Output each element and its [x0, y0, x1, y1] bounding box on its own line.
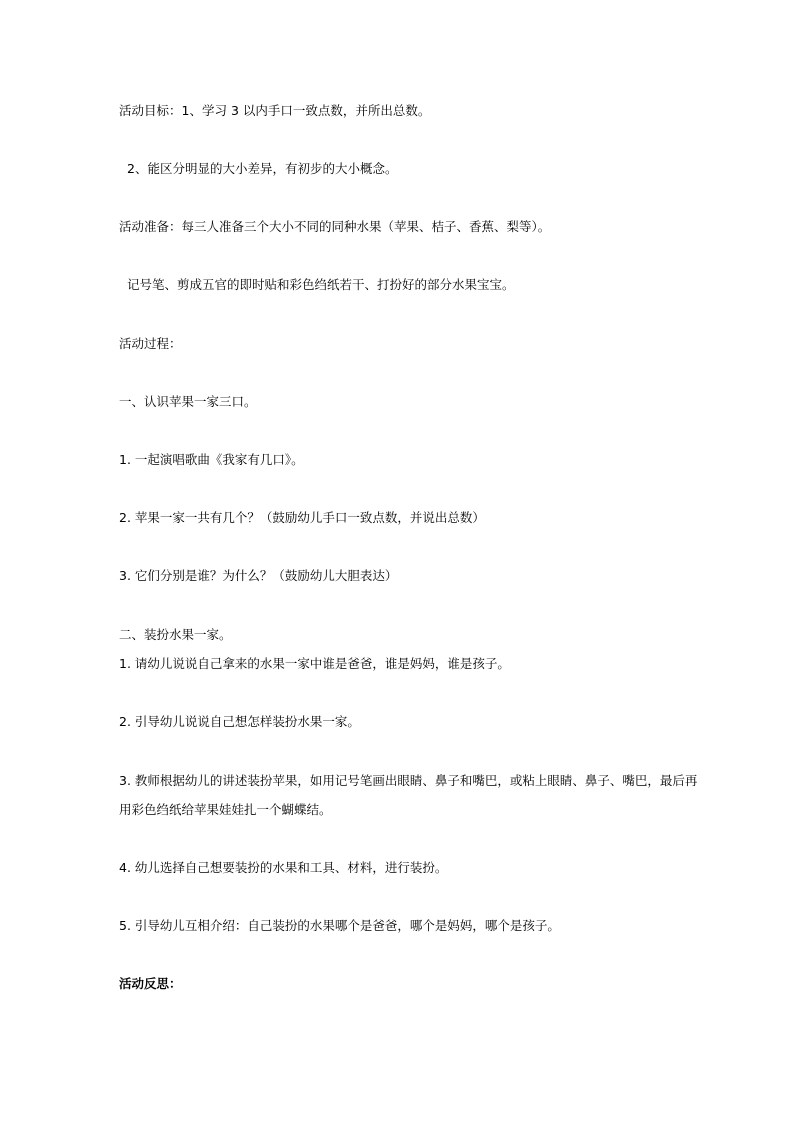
- section-1-item-1: 1. 一起演唱歌曲《我家有几口》。: [119, 452, 304, 467]
- section-2-item-1: 1. 请幼儿说说自己拿来的水果一家中谁是爸爸，谁是妈妈，谁是孩子。: [119, 656, 510, 671]
- section-1-item-2: 2. 苹果一家一共有几个？（鼓励幼儿手口一致点数，并说出总数）: [119, 510, 485, 525]
- goal-line-1: [119, 103, 430, 119]
- section-2-item-3-continued: 用彩色绉纸给苹果娃娃扎一个蝴蝶结。: [119, 802, 332, 817]
- goal-item-1: 1、学习 3 以内手口一致点数，并所出总数。: [181, 103, 431, 118]
- section-2-title: 二、装扮水果一家。: [119, 627, 232, 642]
- prep-line-1: 活动准备：每三人准备三个大小不同的同种水果（苹果、桔子、香蕉、梨等）。: [119, 219, 551, 234]
- reflection-label: 活动反思：: [119, 976, 182, 991]
- prep-line-2: 记号笔、剪成五官的即时贴和彩色绉纸若干、打扮好的部分水果宝宝。: [127, 277, 515, 292]
- section-1-title: 一、认识苹果一家三口。: [119, 394, 257, 409]
- process-label: 活动过程：: [119, 336, 182, 351]
- goal-label: 活动目标：: [119, 103, 182, 118]
- section-2-item-4: 4. 幼儿选择自己想要装扮的水果和工具、材料，进行装扮。: [119, 860, 448, 875]
- section-2-item-3: 3. 教师根据幼儿的讲述装扮苹果，如用记号笔画出眼睛、鼻子和嘴巴，或粘上眼睛、鼻子、嘴巴，最后再: [119, 773, 698, 788]
- section-2-item-2: 2. 引导幼儿说说自己想怎样装扮水果一家。: [119, 714, 360, 729]
- goal-line-2: 2、能区分明显的大小差异，有初步的大小概念。: [127, 161, 398, 176]
- section-2-item-5: 5. 引导幼儿互相介绍：自己装扮的水果哪个是爸爸，哪个是妈妈，哪个是孩子。: [119, 918, 560, 933]
- section-1-item-3: 3. 它们分别是谁？为什么？（鼓励幼儿大胆表达）: [119, 568, 398, 583]
